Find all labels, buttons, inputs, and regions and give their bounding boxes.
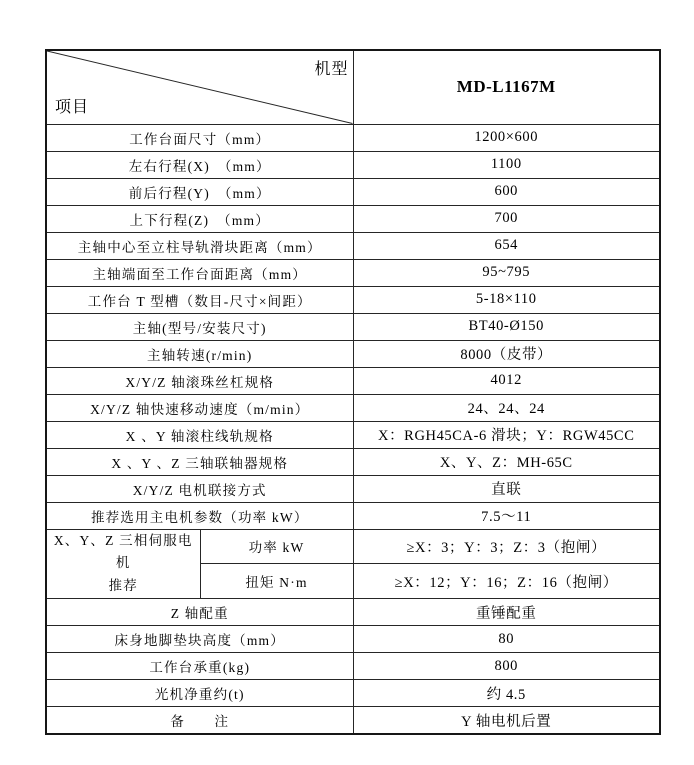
- spec-value: 24、24、24: [353, 394, 660, 421]
- spec-row: [46, 626, 660, 653]
- servo-group-label-line2: 推荐: [108, 578, 138, 594]
- spec-label: 前后行程(Y) （mm）: [46, 178, 353, 205]
- corner-label-machine-type: 机型: [314, 61, 349, 78]
- spec-row: [46, 232, 660, 259]
- spec-label: 上下行程(Z) （mm）: [46, 205, 353, 232]
- servo-sub-value: ≥X：3；Y：3；Z：3（抱闸）: [353, 529, 660, 564]
- spec-value: X、Y、Z：MH-65C: [353, 448, 660, 475]
- spec-row: [46, 502, 660, 529]
- spec-label: 光机净重约(t): [46, 680, 353, 707]
- spec-label: 主轴(型号/安装尺寸): [46, 313, 353, 340]
- spec-label: X/Y/Z 轴滚珠丝杠规格: [46, 367, 353, 394]
- diagonal-corner-cell: [46, 50, 353, 124]
- spec-value: 1100: [353, 151, 660, 178]
- spec-row: [46, 340, 660, 367]
- spec-value: 1200×600: [353, 124, 660, 151]
- spec-label: 主轴端面至工作台面距离（mm）: [46, 259, 353, 286]
- spec-label: X 、Y 轴滚柱线轨规格: [46, 421, 353, 448]
- spec-value: 700: [353, 205, 660, 232]
- machine-spec-table: [45, 49, 661, 735]
- spec-row: [46, 286, 660, 313]
- spec-label: 主轴中心至立柱导轨滑块距离（mm）: [46, 232, 353, 259]
- spec-label: 工作台 T 型槽（数目-尺寸×间距）: [46, 286, 353, 313]
- spec-row: [46, 394, 660, 421]
- servo-group-label-line1: X、Y、Z 三相伺服电机: [53, 532, 193, 571]
- model-name: MD-L1167M: [353, 50, 660, 124]
- spec-label: 推荐选用主电机参数（功率 kW）: [46, 502, 353, 529]
- spec-row: [46, 151, 660, 178]
- spec-value: 约 4.5: [353, 680, 660, 707]
- header-diagonal-line: [47, 51, 353, 124]
- spec-value: 重锤配重: [353, 599, 660, 626]
- spec-row: [46, 707, 660, 734]
- spec-row: [46, 653, 660, 680]
- spec-row: [46, 599, 660, 626]
- spec-value: 5-18×110: [353, 286, 660, 313]
- spec-label: 左右行程(X) （mm）: [46, 151, 353, 178]
- spec-row: [46, 367, 660, 394]
- spec-row: [46, 259, 660, 286]
- spec-row: [46, 421, 660, 448]
- spec-row: [46, 448, 660, 475]
- servo-sub-value: ≥X：12；Y：16；Z：16（抱闸）: [353, 564, 660, 599]
- spec-row: [46, 313, 660, 340]
- spec-row: [46, 178, 660, 205]
- spec-row: [46, 475, 660, 502]
- spec-label: X 、Y 、Z 三轴联轴器规格: [46, 448, 353, 475]
- spec-value: X：RGH45CA-6 滑块；Y：RGW45CC: [353, 421, 660, 448]
- spec-value: 654: [353, 232, 660, 259]
- spec-label: 主轴转速(r/min): [46, 340, 353, 367]
- spec-value: 8000（皮带）: [353, 340, 660, 367]
- servo-sub-label: 扭矩 N·m: [200, 564, 353, 599]
- spec-value: 600: [353, 178, 660, 205]
- spec-row: [46, 124, 660, 151]
- spec-value: 7.5～11: [353, 502, 660, 529]
- spec-label: 床身地脚垫块高度（mm）: [46, 626, 353, 653]
- spec-label: X/Y/Z 轴快速移动速度（m/min）: [46, 394, 353, 421]
- servo-sub-row: [46, 529, 660, 564]
- spec-value: 4012: [353, 367, 660, 394]
- header-row: [46, 50, 660, 124]
- spec-value: 95~795: [353, 259, 660, 286]
- spec-row: [46, 680, 660, 707]
- spec-label: 工作台承重(kg): [46, 653, 353, 680]
- corner-label-item: 项目: [55, 98, 90, 116]
- spec-label: Z 轴配重: [46, 599, 353, 626]
- spec-value: 直联: [353, 475, 660, 502]
- spec-value: 800: [353, 653, 660, 680]
- servo-sub-label: 功率 kW: [200, 529, 353, 564]
- spec-value: BT40-Ø150: [353, 313, 660, 340]
- servo-group-label: [46, 529, 200, 599]
- spec-label: 工作台面尺寸（mm）: [46, 124, 353, 151]
- spec-row: [46, 205, 660, 232]
- spec-label: X/Y/Z 电机联接方式: [46, 475, 353, 502]
- spec-label: 备 注: [46, 707, 353, 734]
- spec-value: 80: [353, 626, 660, 653]
- spec-value: Y 轴电机后置: [353, 707, 660, 734]
